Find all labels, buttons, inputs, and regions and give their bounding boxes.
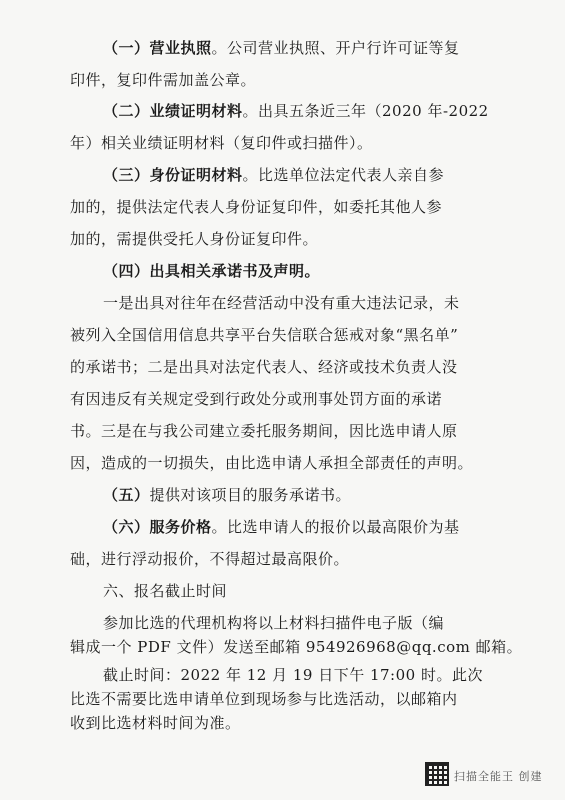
section-6-line-4: 比选不需要比选申请单位到现场参与比选活动，以邮箱内 bbox=[70, 690, 458, 708]
scanner-watermark: 扫描全能王 创建 bbox=[454, 770, 543, 783]
item-4-line-2: 被列入全国信用信息共享平台失信联合惩戒对象“黑名单” bbox=[70, 326, 459, 344]
item-6-line-2: 础，进行浮动报价，不得超过最高限价。 bbox=[70, 550, 350, 568]
item-5-heading: （五） bbox=[103, 486, 150, 504]
item-4-line-4: 有因违反有关规定受到行政处分或刑事处罚方面的承诺 bbox=[70, 390, 443, 408]
item-3-line-1 bbox=[103, 165, 444, 185]
item-3-line-3: 加的，需提供受托人身份证复印件。 bbox=[70, 230, 319, 248]
item-3-text: 。比选单位法定代表人亲自参 bbox=[242, 166, 445, 184]
section-6-line-3: 截止时间：2022 年 12 月 19 日下午 17:00 时。此次 bbox=[103, 666, 483, 684]
item-1-text: 。公司营业执照、开户行许可证等复 bbox=[211, 39, 460, 57]
section-6-line-1: 参加比选的代理机构将以上材料扫描件电子版（编 bbox=[103, 614, 445, 632]
item-5-text: 提供对该项目的服务承诺书。 bbox=[149, 486, 352, 504]
item-4-line-6: 因，造成的一切损失，由比选申请人承担全部责任的声明。 bbox=[70, 454, 474, 472]
item-2-line-1 bbox=[103, 101, 489, 121]
item-6-line-1 bbox=[103, 517, 460, 537]
item-1-heading: （一）营业执照 bbox=[103, 39, 212, 57]
item-4-line-1: 一是出具对往年在经营活动中没有重大违法记录，未 bbox=[103, 294, 460, 312]
item-4-heading: （四）出具相关承诺书及声明。 bbox=[103, 262, 321, 280]
item-1-line-2: 印件，复印件需加盖公章。 bbox=[70, 71, 257, 89]
item-5-line-1 bbox=[103, 485, 351, 505]
item-2-text: 。出具五条近三年（2020 年-2022 bbox=[242, 102, 489, 120]
item-2-heading: （二）业绩证明材料 bbox=[103, 102, 243, 120]
section-6-heading: 六、报名截止时间 bbox=[103, 582, 228, 600]
item-4-line-5: 书。三是在与我公司建立委托服务期间，因比选申请人原 bbox=[70, 422, 458, 440]
item-3-line-2: 加的，提供法定代表人身份证复印件，如委托其他人参 bbox=[70, 198, 443, 216]
item-3-heading: （三）身份证明材料 bbox=[103, 166, 243, 184]
qr-code-icon bbox=[425, 762, 449, 786]
item-6-text: 。比选申请人的报价以最高限价为基 bbox=[211, 518, 460, 536]
item-2-line-2: 年）相关业绩证明材料（复印件或扫描件）。 bbox=[70, 134, 373, 152]
section-6-line-2: 辑成一个 PDF 文件）发送至邮箱 954926968@qq.com 邮箱。 bbox=[70, 638, 523, 656]
item-6-heading: （六）服务价格 bbox=[103, 518, 212, 536]
section-6-line-5: 收到比选材料时间为准。 bbox=[70, 714, 241, 732]
item-4-line-3: 的承诺书；二是出具对法定代表人、经济或技术负责人没 bbox=[70, 358, 458, 376]
item-1-line-1 bbox=[103, 38, 460, 58]
